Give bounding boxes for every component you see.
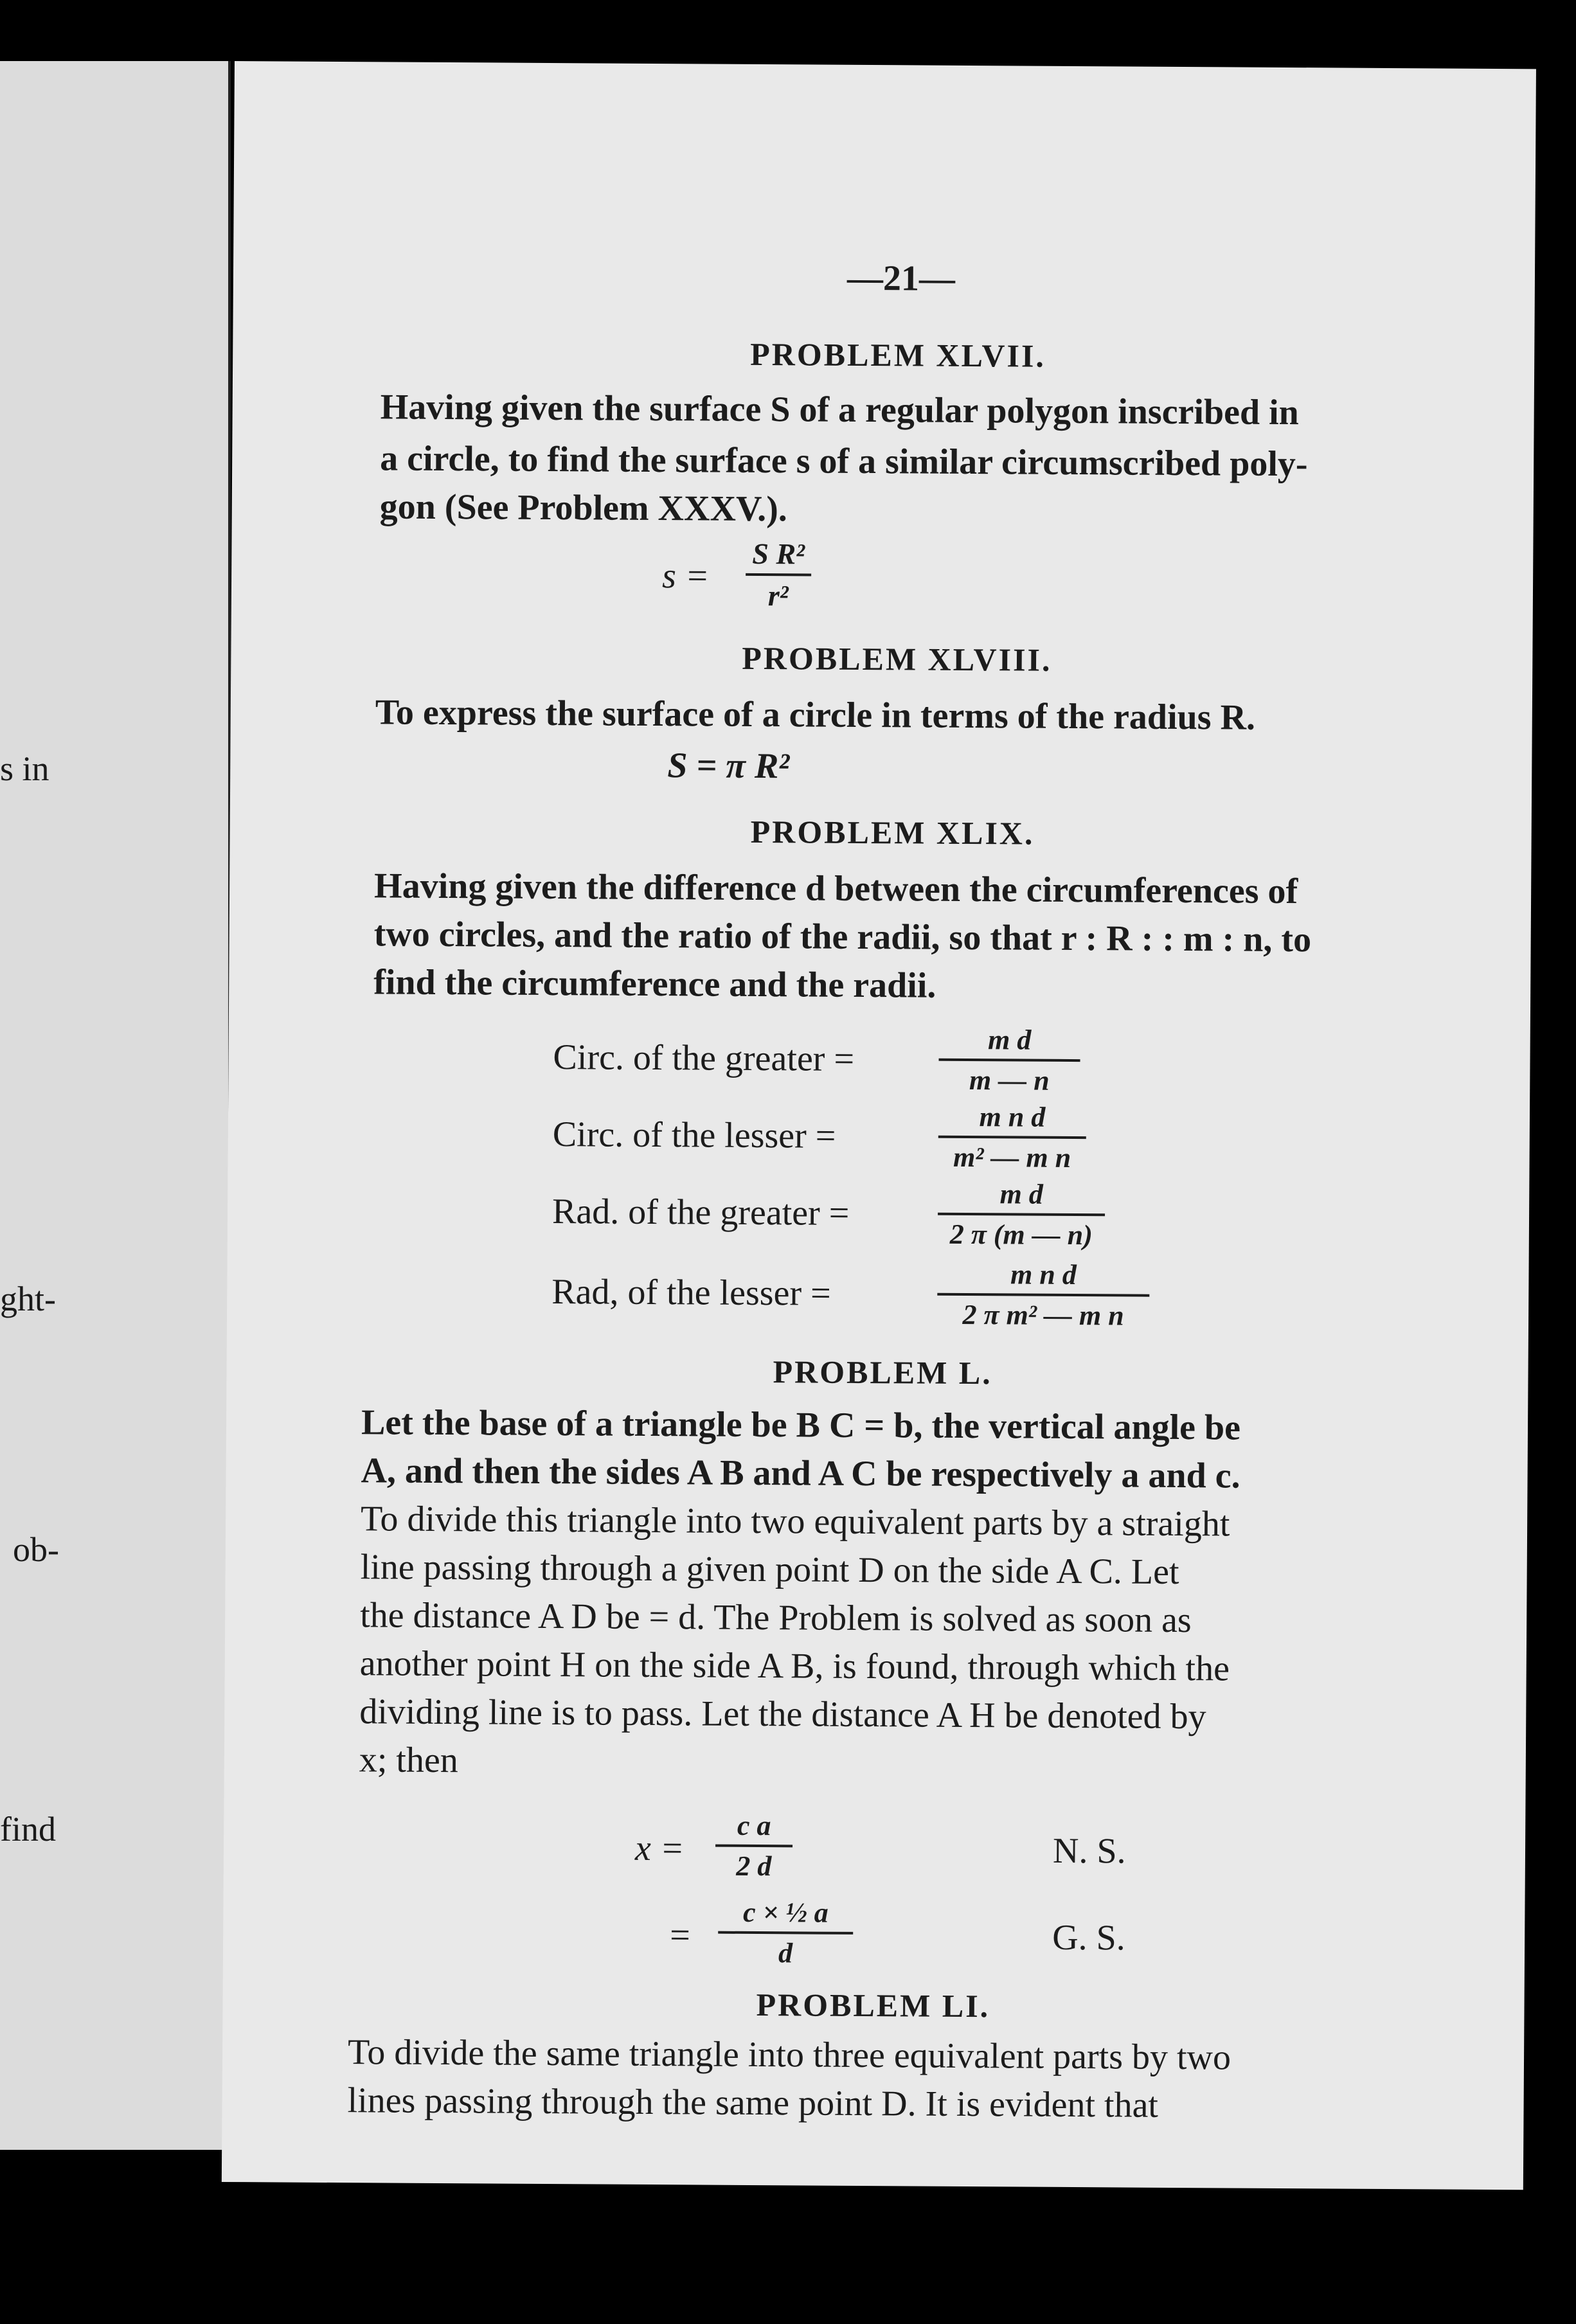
formula-lhs: = [670,1915,690,1956]
fraction [746,537,811,613]
fraction-numerator: c × ½ a [718,1896,853,1935]
result-label: Rad. of the greater = [551,1192,850,1233]
fraction-denominator: m — n [969,1064,1050,1096]
result-label: Rad, of the lesser = [551,1272,831,1314]
problem-heading: PROBLEM LI. [756,1987,990,2025]
fraction-numerator: m d [939,1023,1080,1062]
paragraph-line: gon (See Problem XXXV.). [379,487,788,530]
paragraph-line: lines passing through the same point D. It is evident that [347,2080,1159,2125]
paragraph-line: x; then [359,1740,459,1781]
paragraph-line: another point H on the side A B, is found, through which the [359,1643,1230,1689]
fraction-numerator: m d [938,1177,1105,1217]
fraction [938,1177,1106,1252]
result-label: Circ. of the greater = [553,1037,855,1079]
fraction-denominator: d [778,1937,793,1969]
fraction-denominator: 2 π m² — m n [962,1298,1124,1332]
fraction-denominator: m² — m n [953,1141,1071,1174]
paragraph-line: dividing line is to pass. Let the distance A H be denoted by [359,1692,1206,1737]
paragraph-line: two circles, and the ratio of the radii, so that r : R : : m : n, to [373,914,1312,960]
paragraph-line: Let the base of a triangle be B C = b, the vertical angle be [361,1402,1241,1448]
paragraph-line: the distance A D be = d. The Problem is solved as soon as [360,1595,1192,1641]
fraction-numerator: S R² [746,537,811,577]
paragraph-line: find the circumference and the radii. [373,962,936,1006]
paragraph-line: Having given the difference d between the circumferences of [373,866,1298,912]
paragraph-line: Having given the surface S of a regular polygon inscribed in [380,387,1300,433]
fraction-denominator: r² [767,579,789,612]
fraction [937,1258,1150,1332]
left-page [0,61,231,2150]
paragraph-line: To divide the same triangle into three equivalent parts by two [347,2032,1231,2078]
left-page-fragment: ght- [0,1280,56,1318]
fraction-denominator: 2 d [736,1850,772,1882]
solution-note: G. S. [1052,1917,1125,1958]
left-page-fragment: ob- [13,1530,59,1569]
fraction-numerator: m n d [938,1100,1086,1139]
result-label: Circ. of the lesser = [552,1114,836,1156]
problem-heading: PROBLEM L. [773,1354,992,1391]
fraction-numerator: c a [715,1809,792,1848]
formula: S = π R² [667,746,790,787]
fraction [715,1809,793,1883]
fraction [938,1100,1086,1174]
problem-heading: PROBLEM XLVIII. [742,639,1052,678]
left-page-fragment: s in [0,749,49,788]
paragraph-line: To express the surface of a circle in terms of the radius R. [375,692,1256,738]
problem-heading: PROBLEM XLIX. [750,813,1035,852]
paragraph-line: A, and then the sides A B and A C be respectively a and c. [361,1451,1240,1496]
paragraph-line: To divide this triangle into two equivalent parts by a straight [360,1499,1230,1544]
left-page-fragment: find [0,1810,56,1848]
formula-lhs: x = [634,1828,685,1869]
fraction [938,1023,1080,1097]
paragraph-line: a circle, to find the surface s of a similar circumscribed poly- [380,438,1308,485]
fraction-denominator: 2 π (m — n) [949,1218,1093,1251]
problem-heading: PROBLEM XLVII. [750,335,1046,374]
document-page [222,61,1536,2190]
fraction [718,1896,854,1970]
formula-lhs: s = [661,556,710,596]
fraction-numerator: m n d [937,1258,1149,1297]
page-number: —21— [846,258,956,299]
solution-note: N. S. [1052,1830,1126,1872]
paragraph-line: line passing through a given point D on the side A C. Let [360,1547,1179,1593]
